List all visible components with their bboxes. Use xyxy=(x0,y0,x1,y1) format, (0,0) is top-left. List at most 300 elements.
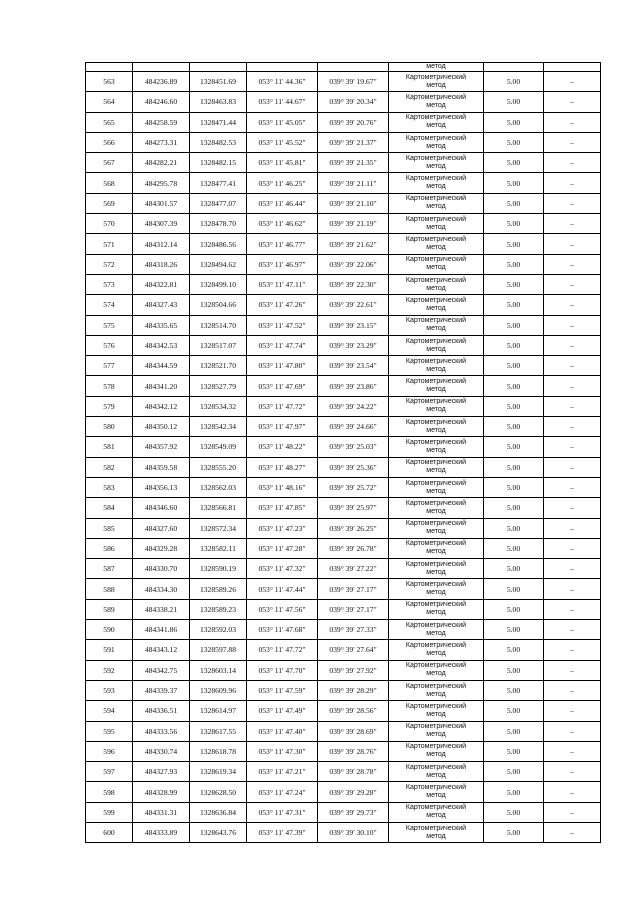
note-cell: – xyxy=(544,193,601,213)
accuracy-cell: 5.00 xyxy=(484,762,544,782)
method-line-2: метод xyxy=(426,264,446,272)
method-line-1: Картометрический xyxy=(405,723,467,731)
method-cell xyxy=(389,153,484,173)
latitude-cell: 053° 11' 47.70" xyxy=(247,660,318,680)
method-cell xyxy=(389,457,484,477)
note-cell: – xyxy=(544,234,601,254)
note-cell: – xyxy=(544,173,601,193)
note-cell: – xyxy=(544,822,601,842)
method-line-1: Картометрический xyxy=(405,114,467,122)
point-number-cell: 572 xyxy=(86,254,133,274)
x-coordinate-cell: 484333.56 xyxy=(133,721,190,741)
longitude-cell: 039° 39' 21.10" xyxy=(318,193,389,213)
latitude-cell: 053° 11' 47.44" xyxy=(247,579,318,599)
method-cell xyxy=(389,193,484,213)
latitude-cell: 053° 11' 46.97" xyxy=(247,254,318,274)
longitude-cell: 039° 39' 21.35" xyxy=(318,153,389,173)
method-line-2: метод xyxy=(426,812,446,820)
coordinates-table xyxy=(85,62,601,843)
method-line-1: Картометрический xyxy=(405,175,467,183)
method-line-2: метод xyxy=(426,568,446,576)
longitude-cell: 039° 39' 25.72" xyxy=(318,477,389,497)
method-line-1: Картометрический xyxy=(405,743,467,751)
y-coordinate-cell: 1328514.70 xyxy=(190,315,247,335)
table-row xyxy=(86,538,601,558)
x-coordinate-cell: 484246.60 xyxy=(133,92,190,112)
note-cell: – xyxy=(544,315,601,335)
accuracy-cell: 5.00 xyxy=(484,274,544,294)
y-coordinate-cell: 1328517.07 xyxy=(190,335,247,355)
point-number-cell: 594 xyxy=(86,701,133,721)
latitude-cell: 053° 11' 48.16" xyxy=(247,477,318,497)
latitude-cell: 053° 11' 47.11" xyxy=(247,274,318,294)
y-coordinate-cell: 1328477.07 xyxy=(190,193,247,213)
latitude-cell: 053° 11' 46.62" xyxy=(247,214,318,234)
point-number-cell: 566 xyxy=(86,132,133,152)
accuracy-cell: 5.00 xyxy=(484,660,544,680)
accuracy-cell: 5.00 xyxy=(484,153,544,173)
latitude-cell: 053° 11' 46.77" xyxy=(247,234,318,254)
method-cell xyxy=(389,376,484,396)
note-cell: – xyxy=(544,559,601,579)
method-line-1: Картометрический xyxy=(405,662,467,670)
longitude-cell: 039° 39' 27.64" xyxy=(318,640,389,660)
table-row xyxy=(86,417,601,437)
method-cell xyxy=(389,579,484,599)
method-cell xyxy=(389,741,484,761)
point-number-cell: 592 xyxy=(86,660,133,680)
accuracy-cell: 5.00 xyxy=(484,822,544,842)
method-line-2: метод xyxy=(426,101,446,109)
method-cell xyxy=(389,762,484,782)
latitude-cell: 053° 11' 45.52" xyxy=(247,132,318,152)
method-line-1: Картометрический xyxy=(405,398,467,406)
method-line-1: Картометрический xyxy=(405,256,467,264)
note-cell: – xyxy=(544,762,601,782)
point-number-cell: 586 xyxy=(86,538,133,558)
method-cell xyxy=(389,599,484,619)
method-line-2: метод xyxy=(426,446,446,454)
latitude-cell: 053° 11' 47.26" xyxy=(247,295,318,315)
note-cell: – xyxy=(544,72,601,92)
y-coordinate-cell: 1328477.41 xyxy=(190,173,247,193)
point-number-cell: 569 xyxy=(86,193,133,213)
accuracy-cell: 5.00 xyxy=(484,396,544,416)
x-coordinate-cell: 484327.93 xyxy=(133,762,190,782)
accuracy-cell: 5.00 xyxy=(484,335,544,355)
table-row xyxy=(86,579,601,599)
latitude-cell: 053° 11' 46.44" xyxy=(247,193,318,213)
point-number-cell: 588 xyxy=(86,579,133,599)
accuracy-cell: 5.00 xyxy=(484,376,544,396)
accuracy-cell: 5.00 xyxy=(484,315,544,335)
table-row xyxy=(86,741,601,761)
longitude-cell: 039° 39' 24.66" xyxy=(318,417,389,437)
table-row xyxy=(86,640,601,660)
method-line-2: метод xyxy=(426,548,446,556)
accuracy-cell: 5.00 xyxy=(484,295,544,315)
latitude-cell: 053° 11' 47.28" xyxy=(247,538,318,558)
method-line-1: Картометрический xyxy=(405,317,467,325)
method-line-1: Картометрический xyxy=(405,560,467,568)
y-coordinate-cell: 1328482.53 xyxy=(190,132,247,152)
latitude-cell: 053° 11' 47.72" xyxy=(247,396,318,416)
point-number-cell: 565 xyxy=(86,112,133,132)
method-line-2: метод xyxy=(426,142,446,150)
point-number-cell: 575 xyxy=(86,315,133,335)
x-coordinate-cell: 484339.37 xyxy=(133,680,190,700)
method-cell xyxy=(389,620,484,640)
longitude-cell: 039° 39' 21.62" xyxy=(318,234,389,254)
method-line-2: метод xyxy=(426,426,446,434)
method-line-2: метод xyxy=(426,203,446,211)
latitude-cell: 053° 11' 47.85" xyxy=(247,498,318,518)
y-coordinate-cell: 1328589.26 xyxy=(190,579,247,599)
latitude-cell: 053° 11' 47.40" xyxy=(247,721,318,741)
accuracy-cell: 5.00 xyxy=(484,741,544,761)
point-number-cell: 570 xyxy=(86,214,133,234)
point-number-cell: 577 xyxy=(86,356,133,376)
method-line-2: метод xyxy=(426,223,446,231)
method-line-2: метод xyxy=(426,792,446,800)
x-coordinate-cell: 484359.58 xyxy=(133,457,190,477)
method-cell xyxy=(389,132,484,152)
table-row xyxy=(86,396,601,416)
method-line-1: Картометрический xyxy=(405,479,467,487)
method-cell xyxy=(389,417,484,437)
x-coordinate-cell: 484338.21 xyxy=(133,599,190,619)
y-coordinate-cell: 1328589.23 xyxy=(190,599,247,619)
method-line-2: метод xyxy=(426,406,446,414)
method-line-2: метод xyxy=(426,629,446,637)
note-cell: – xyxy=(544,254,601,274)
table-row xyxy=(86,335,601,355)
table-row xyxy=(86,437,601,457)
x-coordinate-cell: 484333.89 xyxy=(133,822,190,842)
table-row xyxy=(86,620,601,640)
note-cell: – xyxy=(544,498,601,518)
method-line-2: метод xyxy=(426,751,446,759)
y-coordinate-cell: 1328619.34 xyxy=(190,762,247,782)
note-cell: – xyxy=(544,437,601,457)
method-line-1: Картометрический xyxy=(405,682,467,690)
y-coordinate-cell: 1328534.32 xyxy=(190,396,247,416)
table-row xyxy=(86,72,601,92)
x-coordinate-cell: 484341.86 xyxy=(133,620,190,640)
table-row xyxy=(86,680,601,700)
longitude-cell: 039° 39' 21.19" xyxy=(318,214,389,234)
table-row xyxy=(86,477,601,497)
method-line-1: Картометрический xyxy=(405,621,467,629)
table-row xyxy=(86,498,601,518)
accuracy-cell: 5.00 xyxy=(484,72,544,92)
longitude-cell: 039° 39' 25.97" xyxy=(318,498,389,518)
accuracy-cell: 5.00 xyxy=(484,701,544,721)
y-coordinate-cell: 1328614.97 xyxy=(190,701,247,721)
y-coordinate-cell: 1328562.03 xyxy=(190,477,247,497)
accuracy-cell: 5.00 xyxy=(484,437,544,457)
table-row xyxy=(86,721,601,741)
x-coordinate-cell: 484318.26 xyxy=(133,254,190,274)
accuracy-cell: 5.00 xyxy=(484,498,544,518)
x-coordinate-cell: 484343.12 xyxy=(133,640,190,660)
x-coordinate-cell: 484342.53 xyxy=(133,335,190,355)
table-row xyxy=(86,376,601,396)
table-row xyxy=(86,193,601,213)
x-coordinate-cell: 484331.31 xyxy=(133,802,190,822)
method-line-2: метод xyxy=(426,771,446,779)
point-number-cell: 576 xyxy=(86,335,133,355)
method-line-1: Картометрический xyxy=(405,702,467,710)
accuracy-cell: 5.00 xyxy=(484,193,544,213)
latitude-cell: 053° 11' 47.72" xyxy=(247,640,318,660)
x-coordinate-cell: 484350.12 xyxy=(133,417,190,437)
method-line-2: метод xyxy=(426,528,446,536)
latitude-cell: 053° 11' 48.27" xyxy=(247,457,318,477)
point-number-cell: 563 xyxy=(86,72,133,92)
longitude-cell: 039° 39' 30.10" xyxy=(318,822,389,842)
y-coordinate-cell: 1328590.19 xyxy=(190,559,247,579)
accuracy-cell: 5.00 xyxy=(484,518,544,538)
note-cell: – xyxy=(544,457,601,477)
latitude-cell: 053° 11' 47.97" xyxy=(247,417,318,437)
latitude-cell: 053° 11' 47.24" xyxy=(247,782,318,802)
method-line-1: Картометрический xyxy=(405,296,467,304)
latitude-cell: 053° 11' 47.59" xyxy=(247,680,318,700)
x-coordinate-cell: 484330.74 xyxy=(133,741,190,761)
x-coordinate-cell: 484335.65 xyxy=(133,315,190,335)
method-line-1: Картометрический xyxy=(405,581,467,589)
y-coordinate-cell: 1328555.20 xyxy=(190,457,247,477)
method-line-1: Картометрический xyxy=(405,804,467,812)
y-coordinate-cell: 1328471.44 xyxy=(190,112,247,132)
longitude-cell: 039° 39' 22.30" xyxy=(318,274,389,294)
accuracy-cell: 5.00 xyxy=(484,559,544,579)
table-row xyxy=(86,153,601,173)
x-coordinate-cell: 484329.28 xyxy=(133,538,190,558)
method-line-2: метод xyxy=(426,467,446,475)
table-row xyxy=(86,356,601,376)
method-line-2: метод xyxy=(426,507,446,515)
x-coordinate-cell: 484307.39 xyxy=(133,214,190,234)
longitude-cell: 039° 39' 20.76" xyxy=(318,112,389,132)
x-coordinate-cell: 484327.43 xyxy=(133,295,190,315)
latitude-cell: 053° 11' 45.81" xyxy=(247,153,318,173)
y-coordinate-cell: 1328451.69 xyxy=(190,72,247,92)
longitude-cell: 039° 39' 20.34" xyxy=(318,92,389,112)
table-row xyxy=(86,762,601,782)
latitude-cell: 053° 11' 47.32" xyxy=(247,559,318,579)
point-number-cell: 571 xyxy=(86,234,133,254)
accuracy-cell: 5.00 xyxy=(484,538,544,558)
method-cell xyxy=(389,721,484,741)
latitude-cell: 053° 11' 47.49" xyxy=(247,701,318,721)
method-cell xyxy=(389,640,484,660)
note-cell: – xyxy=(544,701,601,721)
longitude-cell: 039° 39' 22.06" xyxy=(318,254,389,274)
x-coordinate-cell: 484322.81 xyxy=(133,274,190,294)
table-row xyxy=(86,234,601,254)
method-line-2: метод xyxy=(426,183,446,191)
note-cell: – xyxy=(544,538,601,558)
longitude-cell: 039° 39' 29.73" xyxy=(318,802,389,822)
latitude-cell: 053° 11' 47.80" xyxy=(247,356,318,376)
method-line-1: Картометрический xyxy=(405,824,467,832)
note-cell: – xyxy=(544,356,601,376)
note-cell: – xyxy=(544,153,601,173)
table-row xyxy=(86,457,601,477)
method-cell xyxy=(389,173,484,193)
method-cell xyxy=(389,356,484,376)
note-cell: – xyxy=(544,640,601,660)
table-row xyxy=(86,315,601,335)
method-line-2: метод xyxy=(426,304,446,312)
note-cell: – xyxy=(544,376,601,396)
latitude-cell: 053° 11' 47.39" xyxy=(247,822,318,842)
method-line-1: Картометрический xyxy=(405,378,467,386)
latitude-cell: 053° 11' 47.21" xyxy=(247,762,318,782)
point-number-cell: 587 xyxy=(86,559,133,579)
point-number-cell: 579 xyxy=(86,396,133,416)
method-line-2: метод xyxy=(426,386,446,394)
point-number-cell: 589 xyxy=(86,599,133,619)
latitude-cell: 053° 11' 46.25" xyxy=(247,173,318,193)
method-cell xyxy=(389,802,484,822)
table-row xyxy=(86,518,601,538)
point-number-cell: 599 xyxy=(86,802,133,822)
method-line-1: Картометрический xyxy=(405,154,467,162)
accuracy-cell: 5.00 xyxy=(484,417,544,437)
y-coordinate-cell: 1328617.55 xyxy=(190,721,247,741)
x-coordinate-cell: 484236.89 xyxy=(133,72,190,92)
x-coordinate-cell: 484346.60 xyxy=(133,498,190,518)
longitude-cell: 039° 39' 27.92" xyxy=(318,660,389,680)
accuracy-cell: 5.00 xyxy=(484,477,544,497)
latitude-cell: 053° 11' 44.67" xyxy=(247,92,318,112)
accuracy-cell: 5.00 xyxy=(484,802,544,822)
method-line-2: метод xyxy=(426,81,446,89)
point-number-cell: 584 xyxy=(86,498,133,518)
x-coordinate-cell: 484312.14 xyxy=(133,234,190,254)
note-cell: – xyxy=(544,579,601,599)
point-number-cell: 578 xyxy=(86,376,133,396)
method-line-2: метод xyxy=(426,122,446,130)
longitude-cell: 039° 39' 28.29" xyxy=(318,680,389,700)
point-number-cell: 600 xyxy=(86,822,133,842)
method-line-1: Картометрический xyxy=(405,93,467,101)
point-number-cell: 593 xyxy=(86,680,133,700)
method-line-1: Картометрический xyxy=(405,601,467,609)
accuracy-cell: 5.00 xyxy=(484,721,544,741)
x-coordinate-cell: 484334.30 xyxy=(133,579,190,599)
note-cell: – xyxy=(544,782,601,802)
point-number-cell: 591 xyxy=(86,640,133,660)
x-coordinate-cell: 484341.20 xyxy=(133,376,190,396)
note-cell: – xyxy=(544,417,601,437)
method-line-1: Картометрический xyxy=(405,540,467,548)
note-cell: – xyxy=(544,335,601,355)
y-coordinate-cell: 1328628.50 xyxy=(190,782,247,802)
point-number-cell: 590 xyxy=(86,620,133,640)
latitude-cell: 053° 11' 47.68" xyxy=(247,620,318,640)
method-line-2: метод xyxy=(426,670,446,678)
y-coordinate-cell: 1328504.66 xyxy=(190,295,247,315)
latitude-cell: 053° 11' 45.05" xyxy=(247,112,318,132)
longitude-cell: 039° 39' 26.25" xyxy=(318,518,389,538)
method-line-2: метод xyxy=(426,345,446,353)
latitude-cell: 053° 11' 47.31" xyxy=(247,802,318,822)
table-row xyxy=(86,559,601,579)
method-line-2: метод xyxy=(426,162,446,170)
x-coordinate-cell: 484301.57 xyxy=(133,193,190,213)
table-top-fragment-row xyxy=(86,63,601,72)
x-coordinate-cell: 484328.99 xyxy=(133,782,190,802)
y-coordinate-cell: 1328643.76 xyxy=(190,822,247,842)
method-line-1: Картометрический xyxy=(405,195,467,203)
point-number-cell: 580 xyxy=(86,417,133,437)
latitude-cell: 053° 11' 47.23" xyxy=(247,518,318,538)
table-row xyxy=(86,701,601,721)
method-line-2: метод xyxy=(426,710,446,718)
y-coordinate-cell: 1328566.81 xyxy=(190,498,247,518)
longitude-cell: 039° 39' 27.33" xyxy=(318,620,389,640)
point-number-cell: 582 xyxy=(86,457,133,477)
method-cell xyxy=(389,498,484,518)
y-coordinate-cell: 1328494.62 xyxy=(190,254,247,274)
method-cell xyxy=(389,335,484,355)
point-number-cell: 596 xyxy=(86,741,133,761)
note-cell: – xyxy=(544,274,601,294)
note-cell: – xyxy=(544,477,601,497)
longitude-cell: 039° 39' 27.17" xyxy=(318,579,389,599)
method-line-1: Картометрический xyxy=(405,337,467,345)
table-row xyxy=(86,295,601,315)
table-row xyxy=(86,254,601,274)
point-number-cell: 568 xyxy=(86,173,133,193)
latitude-cell: 053° 11' 47.74" xyxy=(247,335,318,355)
table-row xyxy=(86,274,601,294)
y-coordinate-cell: 1328609.96 xyxy=(190,680,247,700)
method-cell xyxy=(389,477,484,497)
accuracy-cell: 5.00 xyxy=(484,112,544,132)
note-cell: – xyxy=(544,599,601,619)
longitude-cell: 039° 39' 28.78" xyxy=(318,762,389,782)
longitude-cell: 039° 39' 28.76" xyxy=(318,741,389,761)
method-cell xyxy=(389,315,484,335)
method-cell xyxy=(389,234,484,254)
point-number-cell: 597 xyxy=(86,762,133,782)
method-cell xyxy=(389,214,484,234)
longitude-cell: 039° 39' 25.03" xyxy=(318,437,389,457)
method-cell xyxy=(389,782,484,802)
y-coordinate-cell: 1328542.34 xyxy=(190,417,247,437)
method-line-1: Картометрический xyxy=(405,763,467,771)
method-line-2: метод xyxy=(426,609,446,617)
note-cell: – xyxy=(544,802,601,822)
method-cell xyxy=(389,518,484,538)
accuracy-cell: 5.00 xyxy=(484,173,544,193)
note-cell: – xyxy=(544,620,601,640)
y-coordinate-cell: 1328572.34 xyxy=(190,518,247,538)
accuracy-cell: 5.00 xyxy=(484,234,544,254)
method-line-1: Картометрический xyxy=(405,73,467,81)
accuracy-cell: 5.00 xyxy=(484,680,544,700)
y-coordinate-cell: 1328499.10 xyxy=(190,274,247,294)
note-cell: – xyxy=(544,721,601,741)
method-fragment-cell: метод xyxy=(389,63,484,72)
x-coordinate-cell: 484356.13 xyxy=(133,477,190,497)
table-row xyxy=(86,173,601,193)
